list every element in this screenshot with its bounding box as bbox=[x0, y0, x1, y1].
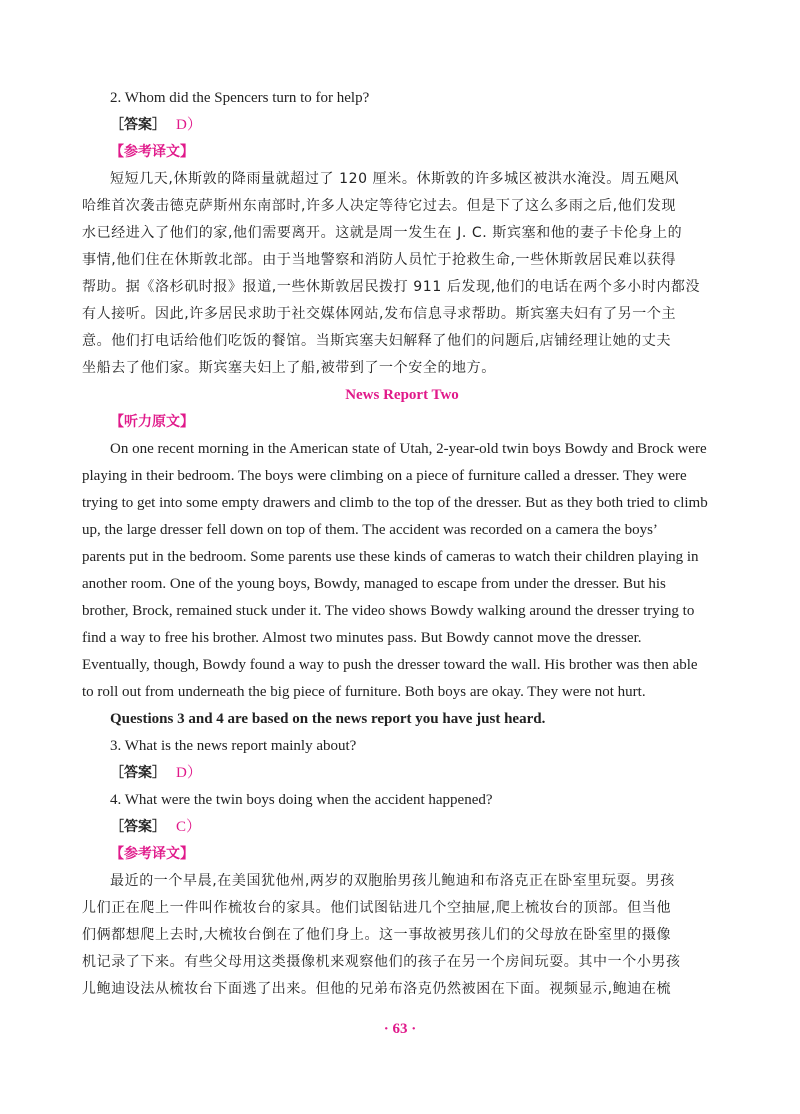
answer-label: ［答案］ bbox=[110, 765, 166, 781]
answer-value: C） bbox=[176, 819, 202, 835]
questions-heading: Questions 3 and 4 are based on the news report you have just heard. bbox=[110, 711, 546, 727]
answer-row-3 bbox=[82, 760, 722, 787]
translation-1-line: 有人接听。因此,许多居民求助于社交媒体网站,发布信息寻求帮助。斯宾塞夫妇有了另一个主 bbox=[82, 306, 677, 322]
translation-label: 【参考译文】 bbox=[110, 144, 194, 160]
translation-1-line: 短短几天,休斯敦的降雨量就超过了 120 厘米。休斯敦的许多城区被洪水淹没。周五飓风 bbox=[110, 171, 680, 187]
translation-1-line: 坐船去了他们家。斯宾塞夫妇上了船,被带到了一个安全的地方。 bbox=[82, 360, 496, 376]
question-3: 3. What is the news report mainly about? bbox=[110, 738, 357, 754]
translation-1-line: 事情,他们住在休斯敦北部。由于当地警察和消防人员忙于抢救生命,一些休斯敦居民难以获得 bbox=[82, 252, 677, 268]
transcript-line: another room. One of the young boys, Bowdy, managed to escape from under the dresser. But his bbox=[82, 576, 666, 592]
translation-heading-1 bbox=[82, 139, 722, 166]
translation-2-line: 们俩都想爬上去时,大梳妆台倒在了他们身上。这一事故被男孩儿们的父母放在卧室里的摄像 bbox=[82, 927, 672, 943]
translation-2-line: 机记录了下来。有些父母用这类摄像机来观察他们的孩子在另一个房间玩耍。其中一个小男孩 bbox=[82, 954, 681, 970]
transcript-line: On one recent morning in the American state of Utah, 2-year-old twin boys Bowdy and Brock were bbox=[110, 441, 707, 457]
section-title: News Report Two bbox=[345, 387, 459, 403]
translation-heading-2 bbox=[82, 841, 722, 868]
answer-label: ［答案］ bbox=[110, 117, 166, 133]
translation-2-line: 儿鲍迪设法从梳妆台下面逃了出来。但他的兄弟布洛克仍然被困在下面。视频显示,鲍迪在梳 bbox=[82, 981, 672, 997]
translation-1-line: 水已经进入了他们的家,他们需要离开。这就是周一发生在 J. C. 斯宾塞和他的妻子卡伦身上的 bbox=[82, 225, 683, 241]
answer-label: ［答案］ bbox=[110, 819, 166, 835]
translation-1-line: 意。他们打电话给他们吃饭的餐馆。当斯宾塞夫妇解释了他们的问题后,店铺经理让她的丈夫 bbox=[82, 333, 672, 349]
translation-2-line: 儿们正在爬上一件叫作梳妆台的家具。他们试图钻进几个空抽屉,爬上梳妆台的顶部。但当他 bbox=[82, 900, 672, 916]
answer-value: D） bbox=[176, 117, 202, 133]
translation-label: 【参考译文】 bbox=[110, 846, 194, 862]
page-number: · 63 · bbox=[383, 1021, 417, 1037]
translation-2-line: 最近的一个早晨,在美国犹他州,两岁的双胞胎男孩儿鲍迪和布洛克正在卧室里玩耍。男孩 bbox=[110, 873, 675, 889]
transcript-label: 【听力原文】 bbox=[110, 414, 194, 430]
transcript-line: up, the large dresser fell down on top of them. The accident was recorded on a camera the boys’ bbox=[82, 522, 658, 538]
translation-1-line: 帮助。据《洛杉矶时报》报道,一些休斯敦居民拨打 911 后发现,他们的电话在两个多小时内都没 bbox=[82, 279, 701, 295]
transcript-line: brother, Brock, remained stuck under it. The video shows Bowdy walking around the dresser trying to bbox=[82, 603, 695, 619]
transcript-line: trying to get into some empty drawers and climb to the top of the dresser. But as they both tried to climb bbox=[82, 495, 708, 511]
transcript-heading bbox=[82, 409, 722, 436]
transcript-line: to roll out from underneath the big piece of furniture. Both boys are okay. They were not hurt. bbox=[82, 684, 646, 700]
transcript-line: find a way to free his brother. Almost two minutes pass. But Bowdy cannot move the dresser. bbox=[82, 630, 642, 646]
answer-row-4 bbox=[82, 814, 722, 841]
question-4: 4. What were the twin boys doing when the accident happened? bbox=[110, 792, 493, 808]
translation-1-line: 哈维首次袭击德克萨斯州东南部时,许多人决定等待它过去。但是下了这么多雨之后,他们发现 bbox=[82, 198, 677, 214]
transcript-line: parents put in the bedroom. Some parents use these kinds of cameras to watch their children playing in bbox=[82, 549, 699, 565]
transcript-line: playing in their bedroom. The boys were climbing on a piece of furniture called a dresser. They were bbox=[82, 468, 687, 484]
document-page bbox=[82, 85, 722, 1003]
answer-value: D） bbox=[176, 765, 202, 781]
answer-row-2 bbox=[82, 112, 722, 139]
transcript-line: Eventually, though, Bowdy found a way to push the dresser toward the wall. His brother was then able bbox=[82, 657, 698, 673]
question-2: 2. Whom did the Spencers turn to for help? bbox=[110, 90, 370, 106]
